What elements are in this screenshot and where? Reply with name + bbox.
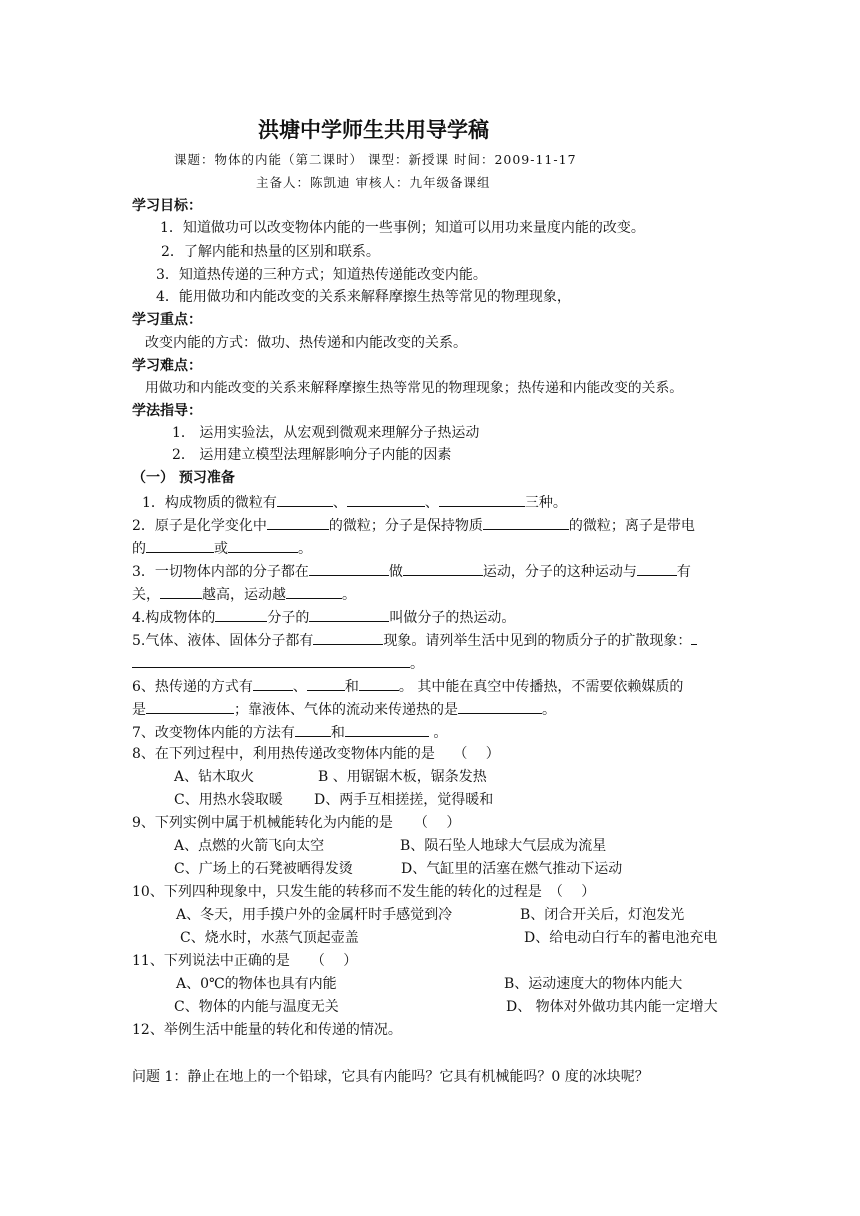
question-9: 9、下列实例中属于机械能转化为内能的是 （ ） [132, 815, 461, 831]
question-3-cont: 关， 越高，运动越 。 [132, 583, 356, 605]
option-a[interactable]: A、点燃的火箭飞向太空 [174, 838, 325, 854]
goal-item: 3．知道热传递的三种方式；知道热传递能改变内能。 [156, 267, 487, 283]
answer-blank[interactable] [637, 560, 677, 576]
question-2-cont: 的 或 。 [132, 537, 312, 559]
goal-item: 2．了解内能和热量的区别和联系。 [161, 244, 380, 260]
answer-blank[interactable] [403, 560, 483, 576]
option-c[interactable]: C、烧水时，水蒸气顶起壶盖 [180, 930, 359, 946]
answer-blank[interactable] [215, 606, 267, 622]
option-c[interactable]: C、广场上的石凳被晒得发烫 [174, 861, 353, 877]
answer-blank[interactable] [307, 675, 345, 691]
method-item: 2． 运用建立模型法理解影响分子内能的因素 [172, 447, 452, 463]
page-title: 洪塘中学师生共用导学稿 [258, 118, 489, 142]
question-1: 1．构成物质的微粒有 、 、 三种。 [142, 491, 567, 513]
question-2: 2．原子是化学变化中 的微粒；分子是保持物质 的微粒；离子是带电 [132, 514, 695, 536]
answer-blank[interactable] [132, 652, 410, 668]
answer-blank[interactable] [295, 721, 331, 737]
option-a[interactable]: A、0℃的物体也具有内能 [176, 976, 337, 992]
question-5-cont: 。 [132, 652, 424, 674]
answer-blank[interactable] [267, 514, 329, 530]
question-4: 4.构成物体的 分子的 叫做分子的热运动。 [132, 606, 515, 628]
option-a[interactable]: A、钻木取火 [174, 769, 255, 785]
answer-blank[interactable] [313, 629, 383, 645]
method-item: 1． 运用实验法，从宏观到微观来理解分子热运动 [172, 425, 480, 441]
option-c[interactable]: C、物体的内能与温度无关 [174, 999, 339, 1015]
answer-blank[interactable] [309, 560, 389, 576]
problem-1: 问题 1：静止在地上的一个铅球，它具有内能吗？它具有机械能吗？0 度的冰块呢？ [132, 1069, 649, 1085]
question-6-cont: 是 ；靠液体、气体的流动来传递热的是 。 [132, 698, 556, 720]
answer-blank[interactable] [146, 698, 234, 714]
key-points-text: 改变内能的方式：做功、热传递和内能改变的关系。 [145, 335, 467, 351]
answer-blank[interactable] [347, 491, 425, 507]
question-7: 7、改变物体内能的方法有 和 。 [132, 721, 447, 743]
difficulties-heading: 学习难点： [132, 358, 202, 374]
answer-blank[interactable] [277, 491, 333, 507]
question-3: 3．一切物体内部的分子都在 做 运动，分子的这种运动与 有 [132, 560, 691, 582]
goals-heading: 学习目标： [132, 198, 202, 214]
option-c[interactable]: C、用热水袋取暖 [174, 792, 283, 808]
goal-item: 4．能用做功和内能改变的关系来解释摩擦生热等常见的物理现象， [156, 289, 571, 305]
question-11: 11、下列说法中正确的是 （ ） [132, 953, 358, 969]
answer-blank[interactable] [286, 583, 342, 599]
answer-blank[interactable] [483, 514, 569, 530]
option-d[interactable]: D、两手互相搓搓，觉得暖和 [314, 792, 494, 808]
question-12: 12、举例生活中能量的转化和传递的情况。 [132, 1022, 402, 1038]
lesson-info: 课题：物体的内能（第二课时） 课型：新授课 时间：2009-11-17 [174, 152, 577, 167]
answer-blank[interactable] [691, 629, 697, 645]
option-a[interactable]: A、冬天，用手摸户外的金属杆时手感觉到冷 [176, 907, 453, 923]
answer-blank[interactable] [359, 675, 399, 691]
answer-blank[interactable] [458, 698, 542, 714]
question-6: 6、热传递的方式有 、 和 。 其中能在真空中传播热，不需要依赖媒质的 [132, 675, 683, 697]
option-b[interactable]: B、运动速度大的物体内能大 [504, 976, 683, 992]
key-points-heading: 学习重点： [132, 312, 202, 328]
question-8: 8、在下列过程中，利用热传递改变物体内能的是 （ ） [132, 746, 500, 762]
answer-blank[interactable] [345, 721, 429, 737]
answer-blank[interactable] [309, 606, 389, 622]
option-d[interactable]: D、给电动白行车的蓄电池充电 [524, 930, 718, 946]
answer-blank[interactable] [228, 537, 298, 553]
option-b[interactable]: B 、用锯锯木板，锯条发热 [318, 769, 487, 785]
answer-blank[interactable] [146, 537, 214, 553]
option-b[interactable]: B、陨石坠人地球大气层成为流星 [400, 838, 607, 854]
method-heading: 学法指导： [132, 403, 202, 419]
goal-item: 1．知道做功可以改变物体内能的一些事例；知道可以用功来量度内能的改变。 [160, 220, 645, 236]
answer-blank[interactable] [439, 491, 525, 507]
question-5: 5.气体、液体、固体分子都有 现象。请列举生活中见到的物质分子的扩散现象： [132, 629, 697, 651]
difficulties-text: 用做功和内能改变的关系来解释摩擦生热等常见的物理现象；热传递和内能改变的关系。 [145, 380, 684, 396]
answer-blank[interactable] [160, 583, 202, 599]
question-10: 10、下列四种现象中，只发生能的转移而不发生能的转化的过程是 （ ） [132, 884, 596, 900]
option-b[interactable]: B、闭合开关后，灯泡发光 [520, 907, 685, 923]
answer-blank[interactable] [253, 675, 293, 691]
option-d[interactable]: D、 物体对外做功其内能一定增大 [506, 999, 718, 1015]
option-d[interactable]: D、气缸里的活塞在燃气推动下运动 [401, 861, 623, 877]
section-heading: （一） 预习准备 [132, 470, 235, 486]
author-info: 主备人：陈凯迪 审核人：九年级备课组 [256, 175, 491, 190]
